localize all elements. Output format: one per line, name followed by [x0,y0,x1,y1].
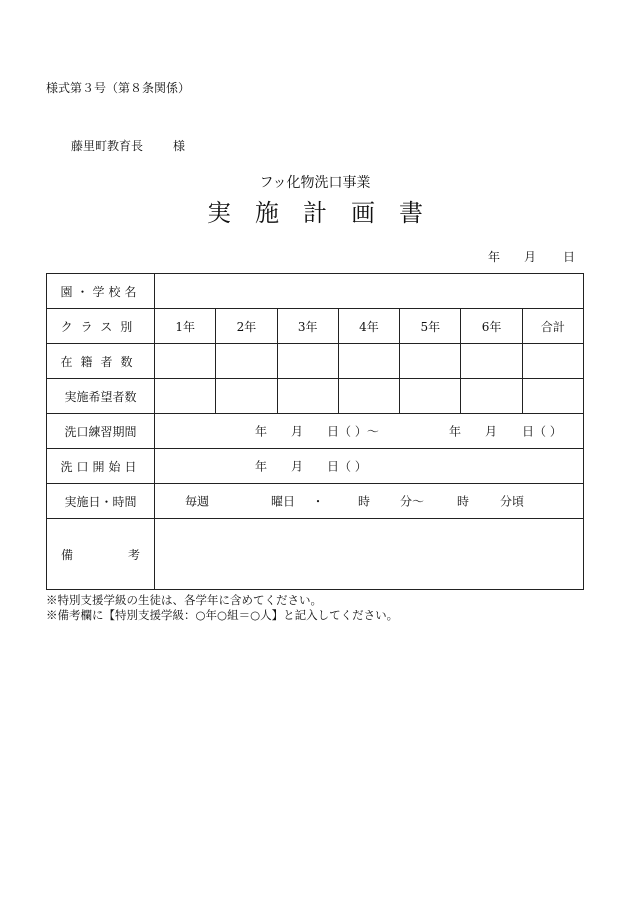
remarks-label-1: 備 [61,547,74,562]
remarks-field[interactable] [155,519,584,590]
desired-label: 実施希望者数 [47,379,155,414]
practice-day-1: 日（ ）～ [327,424,379,439]
class-row [47,309,584,344]
remarks-label-2: 考 [127,547,140,562]
document-subtitle: フッ化物洗口事業 [259,175,371,191]
date-month-label: 月 [524,250,537,264]
schedule-row [47,484,584,519]
enrolled-cell[interactable] [461,344,522,379]
practice-day-2: 日（ ） [522,424,562,439]
date-day-label: 日 [563,250,576,264]
desired-cell[interactable] [461,379,522,414]
practice-period-label: 洗口練習期間 [47,414,155,449]
desired-cell[interactable] [216,379,277,414]
desired-cell[interactable] [400,379,461,414]
schedule-field[interactable] [155,484,584,519]
total-header: 合計 [522,309,583,344]
enrolled-cell[interactable] [277,344,338,379]
document-title: 実施計画書 [207,199,447,227]
school-name-field[interactable] [155,274,584,309]
addressee-name: 藤里町教育長 [71,139,144,153]
practice-year-1: 年 [255,424,268,439]
grade-4-header: 4年 [338,309,399,344]
start-day: 日（ ） [327,459,367,474]
school-name-label: 園・学校名 [47,274,155,309]
note-line: ※特別支援学級の生徒は、各学年に含めてください。 [46,593,322,607]
schedule-weekly: 毎週 [185,494,210,509]
practice-period-row [47,414,584,449]
schedule-minute-1: 分～ [400,494,425,509]
schedule-hour-1: 時 [358,494,371,509]
note-line: ※備考欄に【特別支援学級：○年○組＝○人】と記入してください。 [46,608,399,622]
start-month: 月 [291,459,304,474]
grade-1-header: 1年 [155,309,216,344]
enrolled-cell[interactable] [155,344,216,379]
practice-year-2: 年 [449,424,462,439]
practice-period-field[interactable] [155,414,584,449]
school-name-row [47,274,584,309]
desired-cell[interactable] [155,379,216,414]
enrolled-label: 在籍者数 [47,344,155,379]
start-date-label: 洗口開始日 [47,449,155,484]
schedule-weekday: 曜日 [271,494,296,509]
desired-row [47,379,584,414]
start-date-row [47,449,584,484]
start-year: 年 [255,459,268,474]
date-year-label: 年 [488,250,501,264]
grade-5-header: 5年 [400,309,461,344]
grade-3-header: 3年 [277,309,338,344]
practice-month-1: 月 [291,424,304,439]
grade-2-header: 2年 [216,309,277,344]
start-date-field[interactable] [155,449,584,484]
practice-month-2: 月 [485,424,498,439]
enrolled-row [47,344,584,379]
desired-total-cell[interactable] [522,379,583,414]
enrolled-cell[interactable] [400,344,461,379]
enrolled-cell[interactable] [216,344,277,379]
schedule-hour-2: 時 [457,494,470,509]
class-label: クラス別 [47,309,155,344]
desired-cell[interactable] [338,379,399,414]
schedule-dot: ・ [312,494,325,509]
remarks-label [47,519,155,590]
desired-cell[interactable] [277,379,338,414]
form-number: 様式第３号（第８条関係） [46,81,191,95]
enrolled-total-cell[interactable] [522,344,583,379]
schedule-minute-2: 分頃 [500,494,525,509]
grade-6-header: 6年 [461,309,522,344]
schedule-label: 実施日・時間 [47,484,155,519]
addressee-honorific: 様 [173,139,186,153]
plan-table [46,273,584,590]
remarks-row [47,519,584,590]
enrolled-cell[interactable] [338,344,399,379]
addressee [71,137,185,154]
notes [46,593,398,623]
